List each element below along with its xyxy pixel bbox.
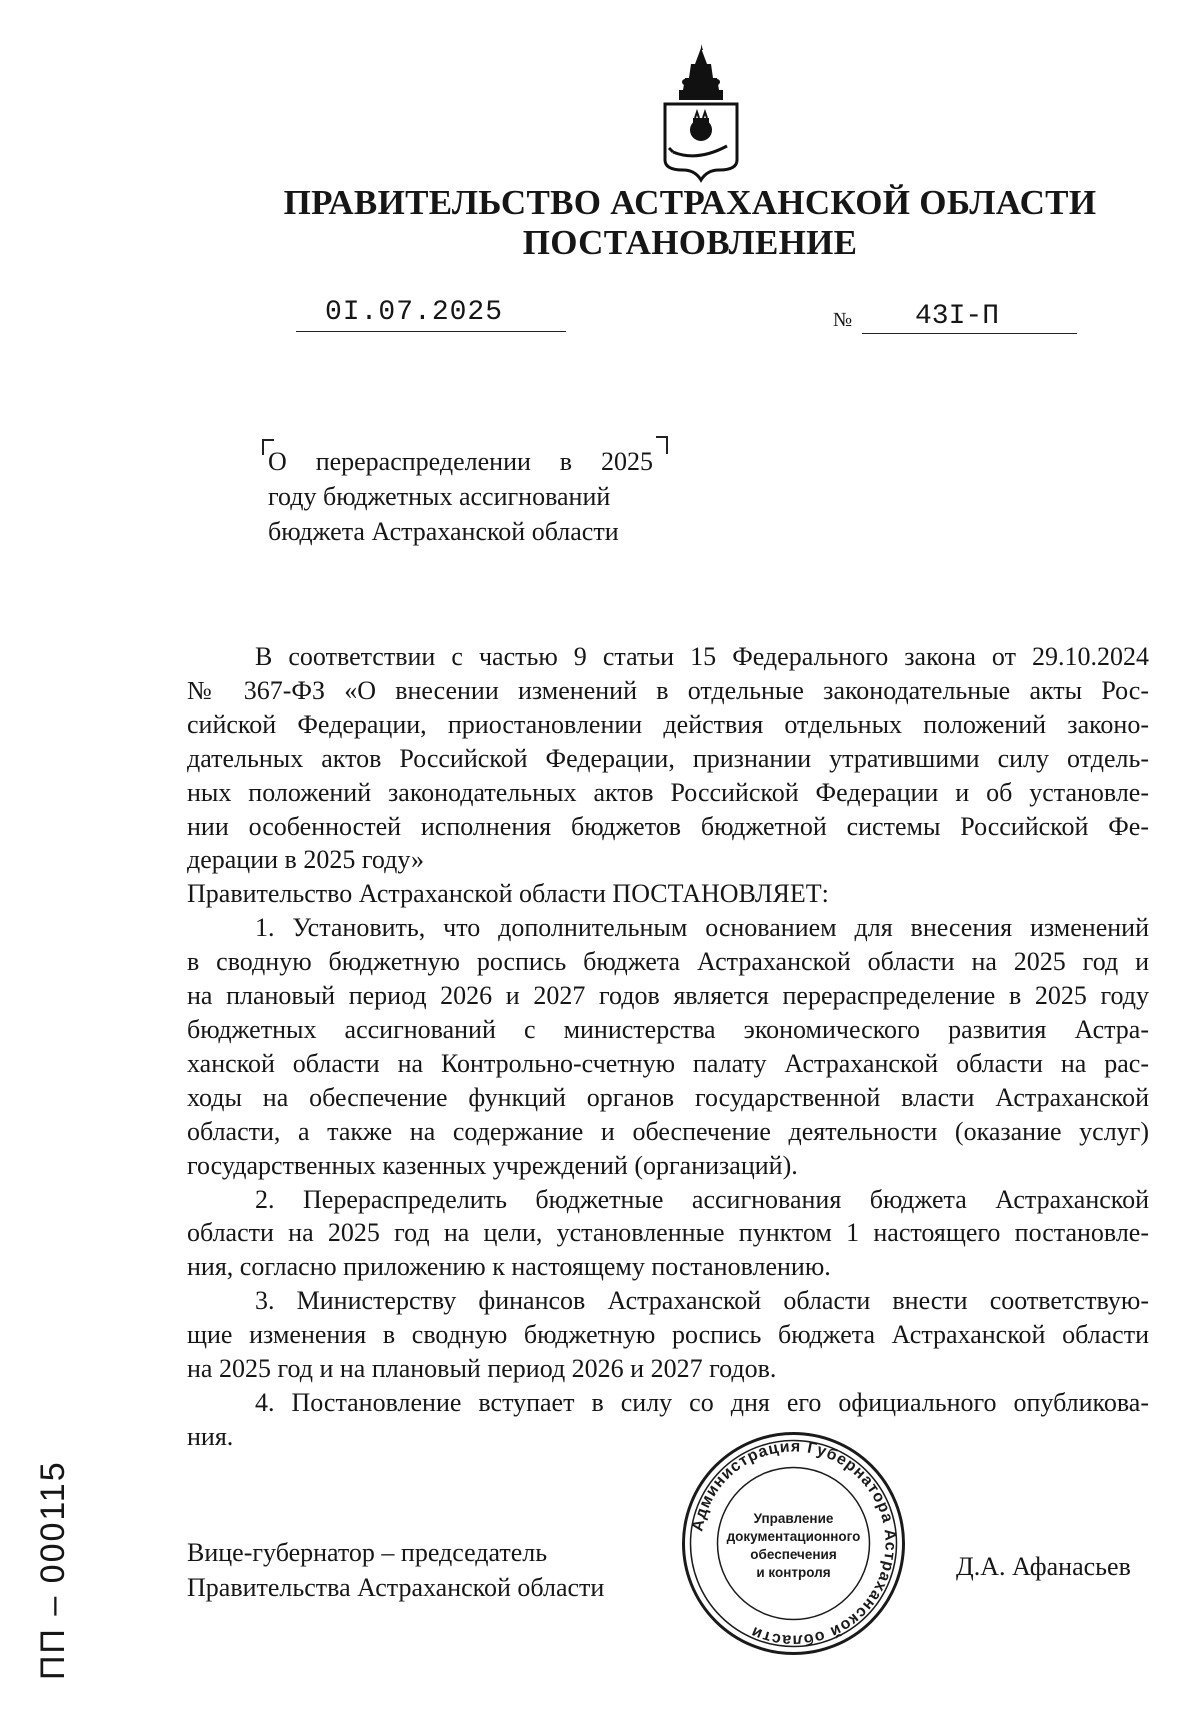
subject-corner-bracket-right [656, 436, 668, 454]
stamp-inner-line: Управление [753, 1511, 834, 1526]
body-line: на плановый период 2026 и 2027 годов является перераспределение в 2025 году [187, 981, 1149, 1011]
body-line: государственных казенных учреждений (организаций). [187, 1150, 798, 1180]
stamp-outer-text: Администрация Губернатора Астраханской области [689, 1438, 899, 1649]
body-line: ния. [187, 1421, 234, 1451]
organization-title: ПРАВИТЕЛЬСТВО АСТРАХАНСКОЙ ОБЛАСТИ [283, 183, 1097, 222]
stamp-inner-line: обеспечения [750, 1547, 837, 1562]
document-number: 43I-П [915, 301, 1000, 332]
body-line: ханской области на Контрольно-счетную палату Астраханской области на рас- [187, 1048, 1149, 1078]
signatory-position-line: Правительства Астраханской области [187, 1573, 605, 1602]
subject-line: году бюджетных ассигнований [268, 482, 611, 511]
signatory-name: Д.А. Афанасьев [956, 1552, 1131, 1581]
document-subject [268, 444, 653, 549]
subject-line: О перераспределении в 2025 [268, 447, 653, 476]
body-line: бюджетных ассигнований с министерства экономического развития Астра- [187, 1014, 1149, 1044]
body-line: нии особенностей исполнения бюджетов бюджетной системы Российской Фе- [187, 811, 1149, 841]
body-line: 2. Перераспределить бюджетные ассигнования бюджета Астраханской [255, 1184, 1149, 1214]
body-line: области, а также на содержание и обеспечение деятельности (оказание услуг) [187, 1116, 1149, 1146]
body-line: сийской Федерации, приостановлении действия отдельных положений законо- [187, 709, 1149, 739]
signatory-position [187, 1535, 604, 1605]
archive-code: ПП – 000115 [34, 1460, 72, 1680]
body-line: дерации в 2025 году» [187, 845, 424, 875]
body-line: области на 2025 год на цели, установленные пунктом 1 настоящего постановле- [187, 1218, 1149, 1248]
stamp-inner-line: и контроля [756, 1565, 831, 1580]
body-line: дательных актов Российской Федерации, признании утратившими силу отдель- [187, 743, 1149, 773]
body-line: ходы на обеспечение функций органов государственной власти Астраханской [187, 1082, 1149, 1112]
document-body [187, 640, 1149, 1454]
body-line: щие изменения в сводную бюджетную роспись бюджета Астраханской области [187, 1320, 1149, 1350]
body-line: 3. Министерству финансов Астраханской области внести соответствую- [255, 1286, 1149, 1316]
body-line: ния, согласно приложению к настоящему постановлению. [187, 1252, 831, 1282]
astrakhan-coat-of-arms-icon [655, 42, 747, 184]
official-stamp [681, 1431, 906, 1656]
subject-line: бюджета Астраханской области [268, 517, 619, 546]
body-line: № 367-ФЗ «О внесении изменений в отдельные законодательные акты Рос- [187, 675, 1149, 705]
number-underline [862, 333, 1077, 334]
signatory-position-line: Вице-губернатор – председатель [187, 1538, 548, 1567]
body-line: 1. Установить, что дополнительным основанием для внесения изменений [255, 913, 1149, 943]
document-date: 0I.07.2025 [325, 297, 504, 328]
date-underline [296, 331, 566, 332]
body-line: на 2025 год и на плановый период 2026 и 2027 годов. [187, 1354, 777, 1384]
body-line: в сводную бюджетную роспись бюджета Астраханской области на 2025 год и [187, 947, 1149, 977]
stamp-inner-line: документационного [726, 1529, 861, 1544]
body-line: ных положений законодательных актов Российской Федерации и об установле- [187, 777, 1149, 807]
body-line: Правительство Астраханской области ПОСТАНОВЛЯЕТ: [187, 879, 829, 909]
number-sign: № [833, 309, 853, 331]
document-type-title: ПОСТАНОВЛЕНИЕ [522, 223, 858, 262]
body-line: В соответствии с частью 9 статьи 15 Федерального закона от 29.10.2024 [255, 642, 1149, 671]
body-line: 4. Постановление вступает в силу со дня его официального опубликова- [255, 1387, 1149, 1417]
